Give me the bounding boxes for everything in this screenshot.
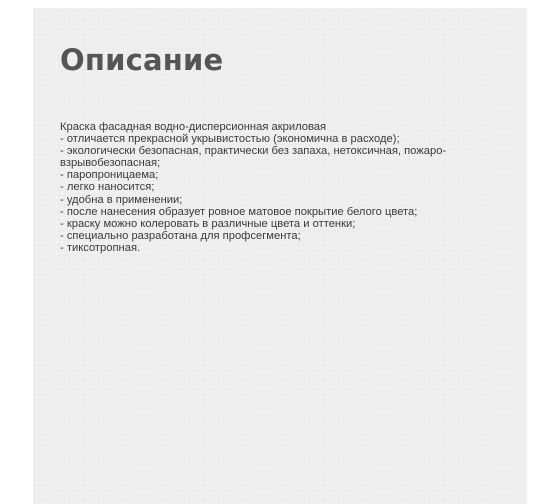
description-line: - специально разработана для профсегмента; xyxy=(60,229,301,242)
description-line: - экологически безопасная, практически без запаха, нетоксичная, пожаро- xyxy=(60,145,447,158)
description-line: - отличается прекрасной укрывистостью (экономична в расходе); xyxy=(60,133,400,146)
description-card xyxy=(33,8,527,504)
description-line: - краску можно колеровать в различные цвета и оттенки; xyxy=(60,217,356,230)
description-line: - после нанесения образует ровное матовое покрытие белого цвета; xyxy=(60,205,418,218)
description-line: - легко наносится; xyxy=(60,181,155,194)
description-line: взрывобезопасная; xyxy=(60,157,161,170)
description-line: - тиксотропная. xyxy=(60,241,141,254)
description-line: - удобна в применении; xyxy=(60,193,183,206)
description-text xyxy=(60,121,520,254)
description-line: - паропроницаема; xyxy=(60,169,159,182)
description-line: Краска фасадная водно-дисперсионная акриловая xyxy=(60,121,327,133)
section-title: Описание xyxy=(60,43,224,77)
